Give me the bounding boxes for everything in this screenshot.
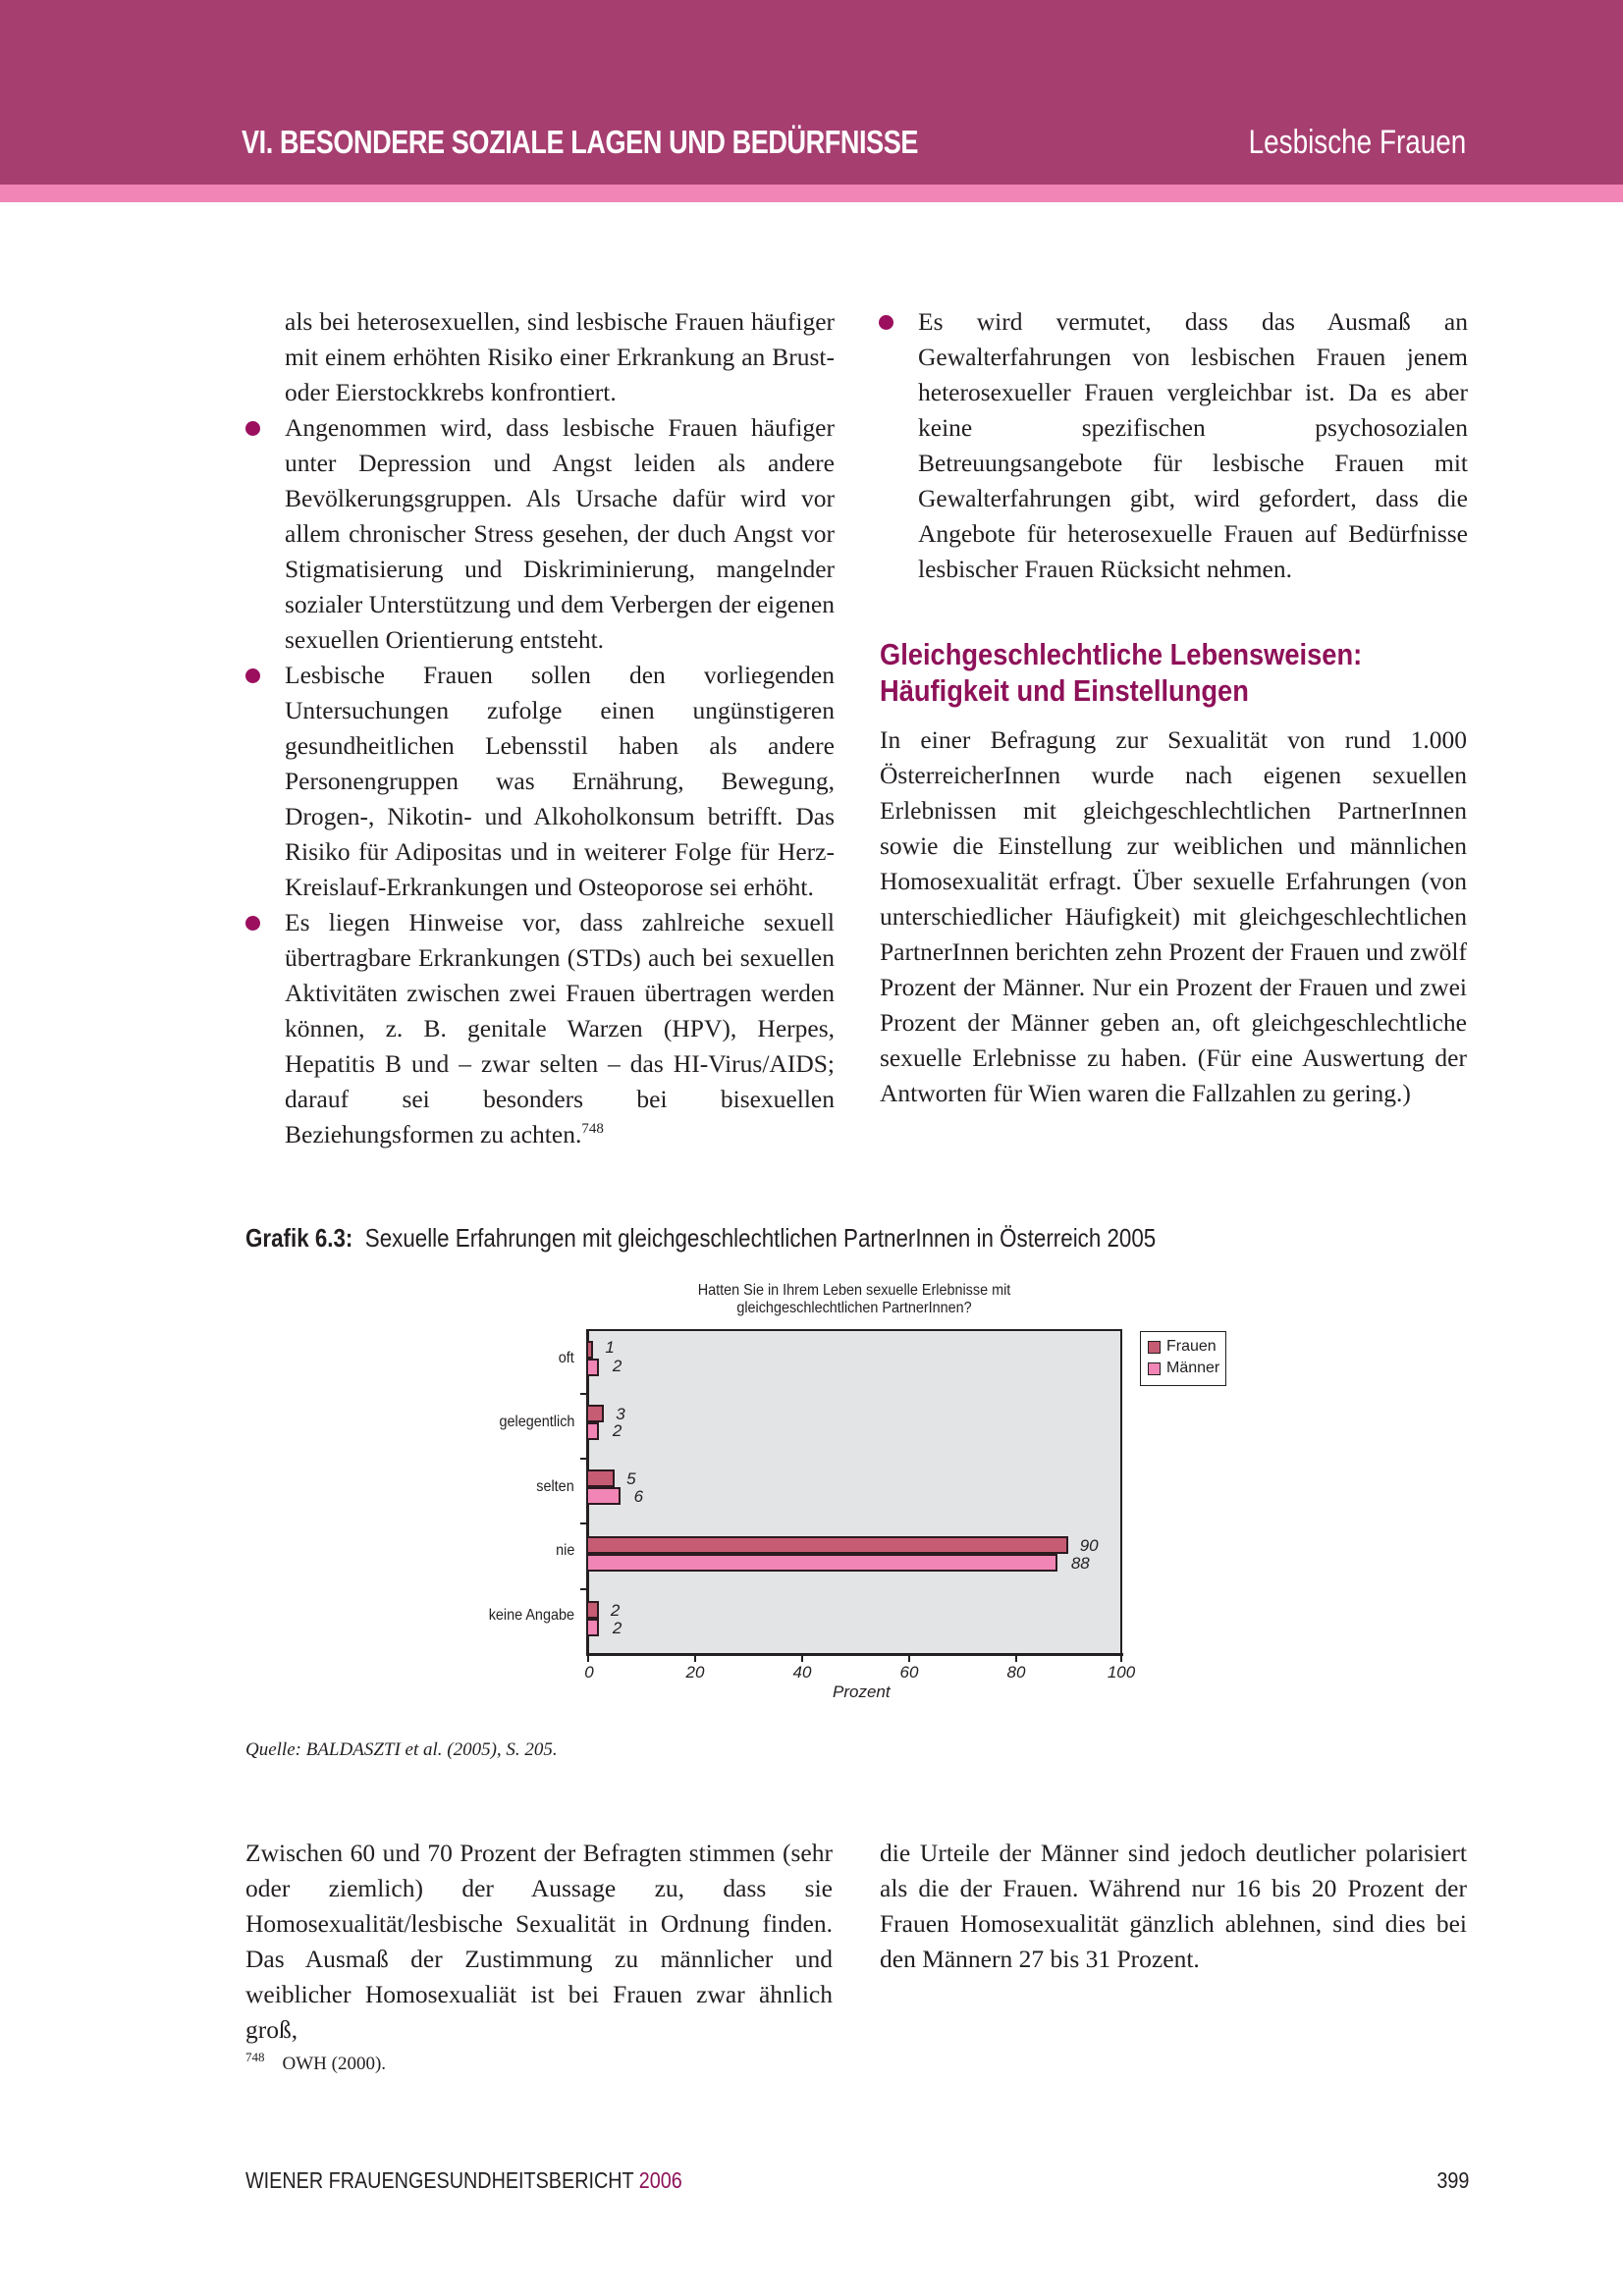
- bottom-right-column: [880, 1836, 1467, 1977]
- footnote: [245, 2050, 386, 2075]
- plot-area: [587, 1329, 1122, 1654]
- value-label: 2: [612, 1421, 622, 1440]
- value-label: 5: [626, 1469, 636, 1488]
- legend-swatch-icon: [1148, 1362, 1161, 1375]
- bar-frauen-nie: [588, 1536, 1068, 1554]
- category-label: oft: [558, 1350, 574, 1366]
- chart-title: [669, 1282, 1040, 1317]
- value-label: 1: [605, 1338, 615, 1357]
- header-stripe: [0, 185, 1623, 202]
- bullet-dot-icon: [245, 668, 260, 683]
- footnote-number: 748: [245, 2050, 265, 2064]
- x-tick-label: 100: [1107, 1663, 1136, 1682]
- value-label: 88: [1070, 1554, 1090, 1573]
- x-tick-label: 20: [685, 1663, 705, 1682]
- category-label: nie: [555, 1542, 574, 1559]
- bar-frauen-selten: [588, 1469, 615, 1487]
- publication-name: WIENER FRAUENGESUNDHEITSBERICHT: [245, 2167, 634, 2193]
- body-paragraph: die Urteile der Männer sind jedoch deutlicher polarisiert als die der Frauen. Während nur 16 bis 20 Prozent der Frauen Homosexualität gänzlich ablehnen, sind dies bei den Männern 27 bis 31 Prozent.: [880, 1839, 1467, 1973]
- x-tick: [587, 1655, 589, 1662]
- bar-maenner-nie: [588, 1554, 1057, 1572]
- value-label: 3: [616, 1405, 625, 1423]
- page-number: 399: [1435, 2167, 1469, 2193]
- left-column: [285, 304, 835, 1152]
- bullet-text: Angenommen wird, dass lesbische Frauen häufiger unter Depression und Angst leiden als andere Bevölkerungsgruppen. Als Ursache dafür wird vor allem chronischer Stress gesehen, der duch Angst vor Stigmatisierung und Diskriminierung, mangelnder sozialer Unterstützung und dem Verbergen der eigenen sexuellen Orientierung entsteht.: [285, 413, 835, 654]
- figure-label: Grafik 6.3:: [245, 1223, 353, 1253]
- bullet-text-body: Es liegen Hinweise vor, dass zahlreiche sexuell übertragbare Erkrankungen (STDs) auch bei sexuellen Aktivitäten zwischen zwei Frauen übertragen werden können, z. B. genitale Warzen (HPV), Herpes, Hepatitis B und – zwar selten – das HI-Virus/AIDS; darauf sei besonders bei bisexuellen Beziehungsformen zu achten.: [285, 908, 835, 1148]
- figure-caption: [245, 1223, 1156, 1254]
- footer-publication: [245, 2167, 682, 2194]
- bullet-dot-icon: [879, 315, 893, 330]
- category-label: gelegentlich: [499, 1414, 574, 1430]
- category-label: keine Angabe: [488, 1607, 574, 1624]
- bar-maenner-oft: [588, 1359, 599, 1376]
- chart-legend: [1140, 1331, 1226, 1386]
- bar-frauen-oft: [588, 1341, 593, 1359]
- figure-source: Quelle: BALDASZTI et al. (2005), S. 205.: [245, 1739, 558, 1760]
- x-tick-label: 0: [584, 1663, 594, 1682]
- bullet-text: Lesbische Frauen sollen den vorliegenden Untersuchungen zufolge einen ungünstigeren gesundheitlichen Lebensstil haben als andere Personengruppen was Ernährung, Bewegung, Drogen-, Nikotin- und Alkoholkonsum betrifft. Das Risiko für Adipositas und in weiterer Folge für Herz-Kreislauf-Erkrankungen und Osteoporose sei erhöht.: [285, 661, 835, 901]
- legend-item-frauen: [1148, 1338, 1217, 1356]
- bullet-item: [285, 410, 835, 658]
- x-tick-label: 40: [792, 1663, 812, 1682]
- chart-title-line: gleichgeschlechtlichen PartnerInnen?: [736, 1300, 972, 1316]
- continuation-text: als bei heterosexuellen, sind lesbische Frauen häufiger mit einem erhöhten Risiko einer Erkrankung an Brust- oder Eierstockkrebs konfrontiert.: [285, 307, 835, 406]
- right-column-section: [880, 636, 1467, 1111]
- topic-title: Lesbische Frauen: [1248, 124, 1466, 161]
- bullet-text: Es wird vermutet, dass das Ausmaß an Gewalterfahrungen von lesbischen Frauen jenem heterosexueller Frauen vergleichbar ist. Da es aber keine spezifischen psychosozialen Betreuungsangebote für lesbische Frauen mit Gewalterfahrungen gibt, wird gefordert, dass die Angebote für heterosexuelle Frauen auf Bedürfnisse lesbischer Frauen Rücksicht nehmen.: [918, 307, 1468, 583]
- bar-frauen-keine-angabe: [588, 1601, 599, 1619]
- body-paragraph: Zwischen 60 und 70 Prozent der Befragten stimmen (sehr oder ziemlich) der Aussage zu, dass sie Homosexualität/lesbische Sexualität in Ordnung finden. Das Ausmaß der Zustimmung zu männlicher und weiblicher Homosexualiät ist bei Frauen zwar ähnlich groß,: [245, 1839, 833, 2044]
- x-tick: [801, 1655, 803, 1662]
- bar-frauen-gelegentlich: [588, 1405, 604, 1422]
- legend-swatch-icon: [1148, 1341, 1161, 1354]
- y-tick: [580, 1588, 587, 1590]
- publication-year: 2006: [638, 2167, 682, 2193]
- footnote-text: OWH (2000).: [282, 2054, 387, 2074]
- value-label: 90: [1079, 1536, 1099, 1555]
- section-heading: Gleichgeschlechtliche Lebensweisen: Häufigkeit und Einstellungen: [880, 637, 1363, 708]
- bullet-item: [918, 304, 1468, 587]
- x-tick-label: 60: [899, 1663, 919, 1682]
- section-paragraph: In einer Befragung zur Sexualität von rund 1.000 ÖsterreicherInnen wurde nach eigenen sexuellen Erlebnissen mit gleichgeschlechtlichen PartnerInnen sowie die Einstellung zur weiblichen und männlichen Homosexualität erfragt. Über sexuelle Erfahrungen (von unterschiedlicher Häufigkeit) mit gleichgeschlechtlichen PartnerInnen berichten zehn Prozent der Frauen und zwölf Prozent der Männer. Nur ein Prozent der Frauen und zwei Prozent der Männer geben an, oft gleichgeschlechtliche sexuelle Erlebnisse zu haben. (Für eine Auswertung der Antworten für Wien waren die Fallzahlen zu gering.): [880, 725, 1467, 1107]
- footnote-ref[interactable]: 748: [581, 1121, 604, 1137]
- x-axis: [586, 1653, 1123, 1656]
- bullet-dot-icon: [245, 916, 260, 931]
- bar-maenner-gelegentlich: [588, 1422, 599, 1440]
- bar-maenner-selten: [588, 1487, 621, 1505]
- x-axis-title: Prozent: [833, 1682, 891, 1701]
- bullet-item: [285, 658, 835, 905]
- value-label: 2: [612, 1357, 622, 1375]
- chart-title-line: Hatten Sie in Ihrem Leben sexuelle Erlebnisse mit: [697, 1282, 1011, 1299]
- x-tick: [1120, 1655, 1122, 1662]
- bullet-item: [285, 905, 835, 1152]
- bar-maenner-keine-angabe: [588, 1619, 599, 1636]
- value-label: 2: [610, 1601, 621, 1620]
- y-tick: [580, 1458, 587, 1460]
- x-tick-label: 80: [1006, 1663, 1026, 1682]
- x-tick: [908, 1655, 910, 1662]
- value-label: 6: [633, 1487, 644, 1506]
- y-tick: [580, 1393, 587, 1395]
- bullet-text: [285, 905, 835, 1152]
- value-label: 2: [612, 1619, 622, 1637]
- category-label: selten: [536, 1478, 574, 1495]
- bullet-dot-icon: [245, 421, 260, 436]
- x-tick: [1015, 1655, 1017, 1662]
- section-title: VI. BESONDERE SOZIALE LAGEN UND BEDÜRFNISSE: [242, 124, 919, 160]
- legend-item-maenner: [1148, 1360, 1219, 1377]
- legend-label: Männer: [1166, 1360, 1220, 1376]
- x-tick: [694, 1655, 696, 1662]
- right-column: [918, 304, 1468, 587]
- y-tick: [580, 1522, 587, 1524]
- figure-caption-text: Sexuelle Erfahrungen mit gleichgeschlechtlichen PartnerInnen in Österreich 2005: [364, 1223, 1157, 1253]
- bottom-left-column: [245, 1836, 833, 2048]
- legend-label: Frauen: [1166, 1338, 1217, 1355]
